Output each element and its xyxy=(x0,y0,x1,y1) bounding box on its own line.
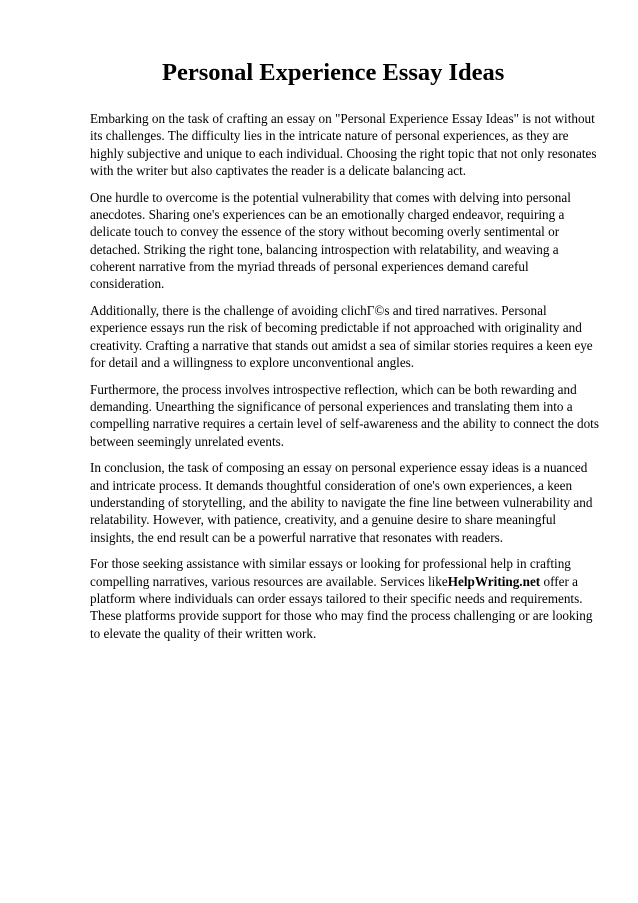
paragraph-1: Embarking on the task of crafting an essay on "Personal Experience Essay Ideas" is not without its challenges. The difficulty lies in the intricate nature of personal experiences, as they are highly subjective and unique to each individual. Choosing the right topic that not only resonates with the writer but also captivates the reader is a delicate balancing act. xyxy=(90,111,597,178)
paragraph-6 xyxy=(90,555,600,641)
paragraph-6-before: For those seeking assistance with similar essays or looking for professional help in crafting compelling narratives, various resources are available. Services like xyxy=(90,556,571,589)
paragraph-3: Additionally, there is the challenge of avoiding clichГ©s and tired narratives. Personal experience essays run the risk of becoming predictable if not approached with originality and creativity. Crafting a narrative that stands out amidst a sea of similar stories requires a keen eye for detail and a willingness to explore unconventional angles. xyxy=(90,302,593,370)
helpwriting-link[interactable]: HelpWriting.net xyxy=(447,573,541,589)
paragraph-6-after: offer a platform where individuals can order essays tailored to their specific needs and requirements. These platforms provide support for those who may find the process challenging or are looking to elevate the quality of their written work. xyxy=(90,573,593,641)
page-title: Personal Experience Essay Ideas xyxy=(162,59,505,86)
paragraph-2: One hurdle to overcome is the potential vulnerability that comes with delving into personal anecdotes. Sharing one's experiences can be an emotionally charged endeavor, requiring a delicate touch to convey the essence of the story without becoming overly sentimental or detached. Striking the right tone, balancing introspection with relatability, and weaving a coherent narrative from the myriad threads of personal experiences demand careful consideration. xyxy=(90,189,571,292)
paragraph-4: Furthermore, the process involves introspective reflection, which can be both rewarding and demanding. Unearthing the significance of personal experiences and translating them into a compelling narrative requires a certain level of self-awareness and the ability to connect the dots between seemingly unrelated events. xyxy=(90,381,599,449)
paragraph-5: In conclusion, the task of composing an essay on personal experience essay ideas is a nuanced and intricate process. It demands thoughtful consideration of one's own experiences, a keen understanding of storytelling, and the ability to navigate the fine line between vulnerability and relatability. However, with patience, creativity, and a genuine desire to share meaningful insights, the end result can be a powerful narrative that resonates with readers. xyxy=(90,460,593,545)
